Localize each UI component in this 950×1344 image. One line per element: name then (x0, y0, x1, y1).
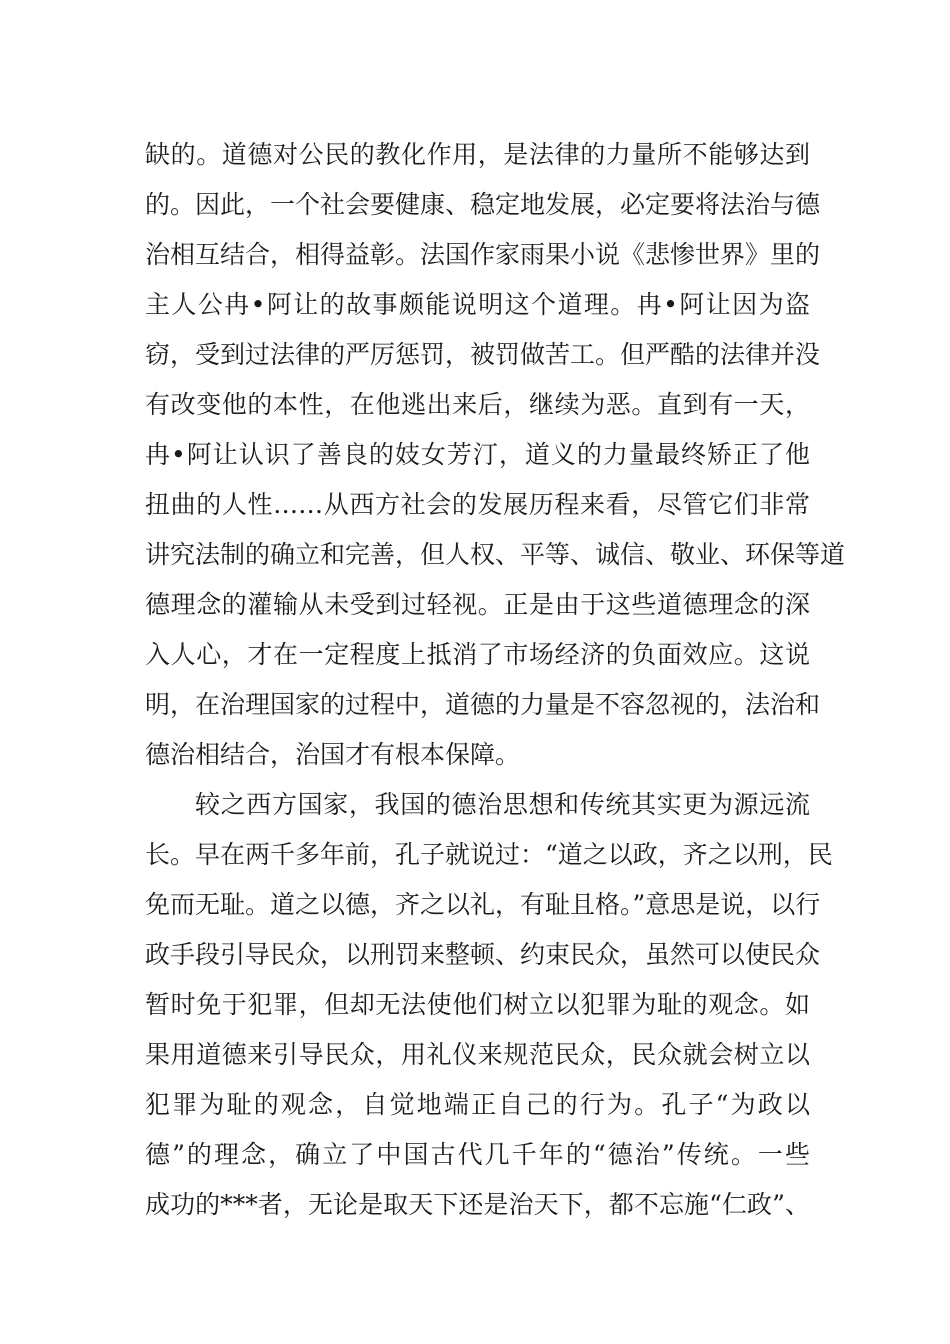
text-line: 果用道德来引导民众，用礼仪来规范民众，民众就会树立以 (145, 1040, 810, 1069)
text-line: 德”的理念，确立了中国古代几千年的“德治”传统。一些 (145, 1140, 810, 1169)
text-line: 扭曲的人性……从西方社会的发展历程来看，尽管它们非常 (145, 490, 810, 519)
body-text (145, 130, 846, 1230)
text-line: 德治相结合，治国才有根本保障。 (145, 740, 521, 769)
text-line: 暂时免于犯罪，但却无法使他们树立以犯罪为耻的观念。如 (145, 990, 810, 1019)
text-line: 入人心，才在一定程度上抵消了市场经济的负面效应。这说 (145, 640, 810, 669)
text-line: 德理念的灌输从未受到过轻视。正是由于这些道德理念的深 (145, 590, 810, 619)
text-line: 缺的。道德对公民的教化作用，是法律的力量所不能够达到 (145, 140, 810, 169)
text-line: 长。早在两千多年前，孔子就说过：“道之以政，齐之以刑，民 (145, 840, 833, 869)
text-line: 主人公冉•阿让的故事颇能说明这个道理。冉•阿让因为盗 (145, 290, 810, 319)
paragraph-2 (145, 780, 833, 1230)
text-line: 成功的***者，无论是取天下还是治天下，都不忘施“仁政”、 (145, 1190, 810, 1219)
text-line: 有改变他的本性，在他逃出来后，继续为恶。直到有一天， (145, 390, 810, 419)
paragraph-1 (145, 130, 846, 780)
text-line: 明，在治理国家的过程中，道德的力量是不容忽视的，法治和 (145, 690, 821, 719)
text-line: 讲究法制的确立和完善，但人权、平等、诚信、敬业、环保等道 (145, 540, 846, 569)
text-line: 的。因此，一个社会要健康、稳定地发展，必定要将法治与德 (145, 190, 821, 219)
text-line: 政手段引导民众，以刑罚来整顿、约束民众，虽然可以使民众 (145, 940, 821, 969)
text-line: 治相互结合，相得益彰。法国作家雨果小说《悲惨世界》里的 (145, 240, 821, 269)
text-line: 窃，受到过法律的严厉惩罚，被罚做苦工。但严酷的法律并没 (145, 340, 821, 369)
text-line: 冉•阿让认识了善良的妓女芳汀，道义的力量最终矫正了他 (145, 440, 810, 469)
text-line: 免而无耻。道之以德，齐之以礼，有耻且格。”意思是说，以行 (145, 890, 821, 919)
text-line: 犯罪为耻的观念，自觉地端正自己的行为。孔子“为政以 (145, 1090, 810, 1119)
text-line: 较之西方国家，我国的德治思想和传统其实更为源远流 (195, 790, 810, 819)
